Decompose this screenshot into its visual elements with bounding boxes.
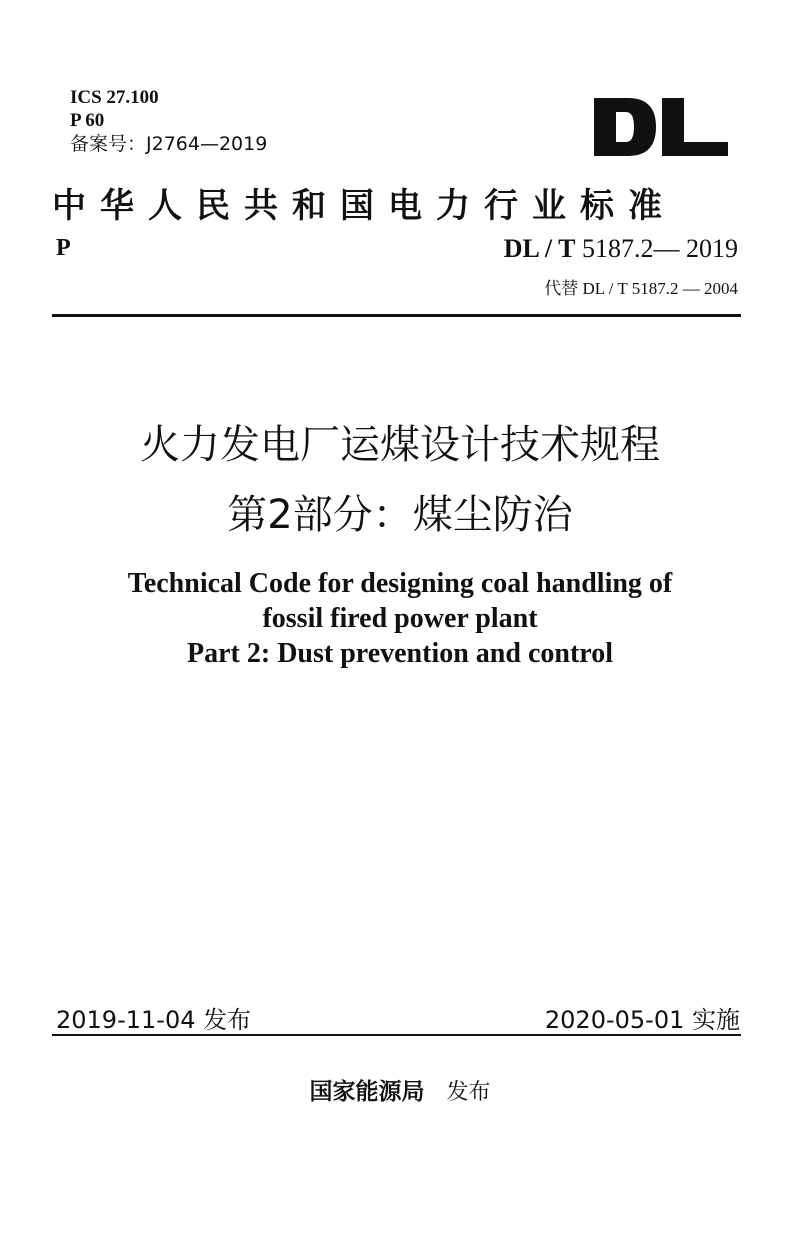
dl-logo xyxy=(590,96,730,158)
ics-code: ICS 27.100 xyxy=(70,87,159,108)
publisher-action: 发布 xyxy=(446,1080,491,1105)
standard-number xyxy=(504,234,738,264)
top-rule xyxy=(52,314,741,317)
category-letter: P xyxy=(56,235,71,261)
title-cn-line2: 第2部分：煤尘防治 xyxy=(227,492,573,538)
title-en-line2: fossil fired power plant xyxy=(262,603,538,634)
standard-type-heading: 中华人民共和国电力行业标准 xyxy=(52,186,676,226)
filing-number: 备案号：J2764—2019 xyxy=(70,133,268,155)
title-en-line3: Part 2: Dust prevention and control xyxy=(187,638,613,669)
effective-date: 2020-05-01 实施 xyxy=(544,1006,740,1034)
standard-number-value: 5187.2— 2019 xyxy=(582,234,738,263)
title-en-line1: Technical Code for designing coal handling of xyxy=(127,568,673,599)
title-cn-line1: 火力发电厂运煤设计技术规程 xyxy=(140,422,660,468)
bottom-rule xyxy=(52,1034,741,1036)
publisher-organization: 国家能源局 xyxy=(309,1078,425,1105)
standard-number-prefix: DL / T xyxy=(503,234,576,263)
classification-code: P 60 xyxy=(70,110,105,131)
issue-date: 2019-11-04 发布 xyxy=(56,1006,252,1034)
publisher xyxy=(0,1073,800,1106)
replaces-standard: 代替 DL / T 5187.2 — 2004 xyxy=(544,279,738,298)
